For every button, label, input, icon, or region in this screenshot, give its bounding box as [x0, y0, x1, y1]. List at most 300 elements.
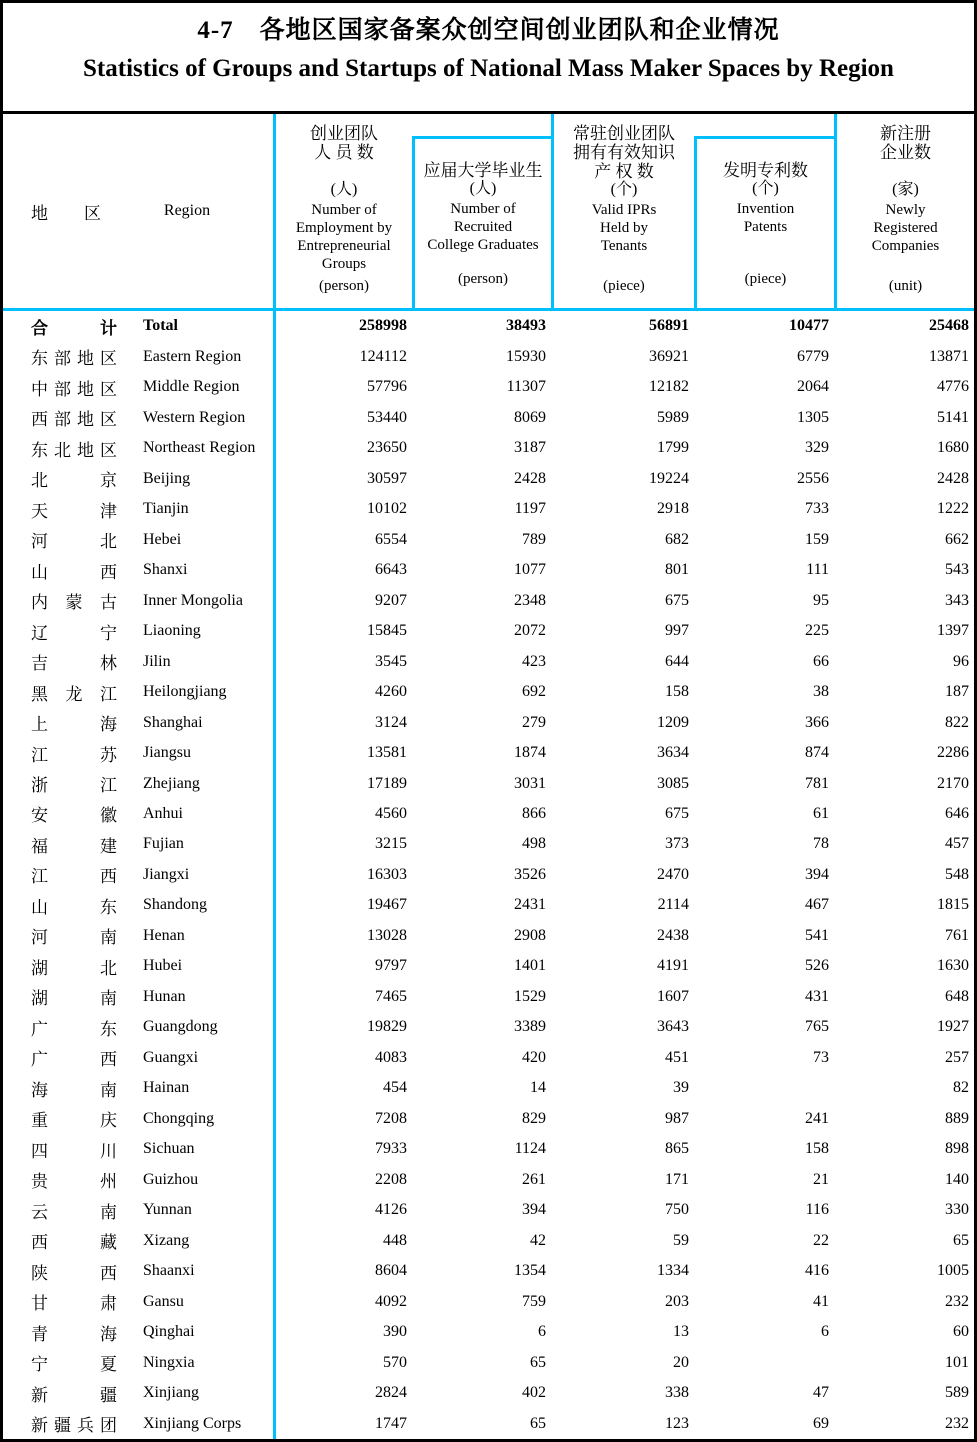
cell-iprs: 750: [665, 1201, 689, 1219]
header-unit-zh: (个): [610, 181, 638, 198]
table-row: [3, 463, 974, 493]
header-zh-lines: [723, 161, 808, 180]
row-label: [3, 768, 273, 798]
cell-graduates: 3526: [514, 865, 546, 883]
row-label-en: Zhejiang: [143, 774, 200, 792]
cell-companies: 101: [945, 1353, 969, 1371]
table-row: [3, 341, 974, 371]
cell-graduates: 11307: [506, 378, 546, 396]
row-label-zh: 江西: [31, 867, 117, 887]
cell-companies: 257: [945, 1048, 969, 1066]
table-row: [3, 646, 974, 676]
cell-companies: 82: [953, 1079, 969, 1097]
cell-graduates: 6: [538, 1323, 546, 1341]
cell-graduates: 15930: [506, 347, 546, 365]
table-row: [3, 1165, 974, 1195]
table-row: [3, 1104, 974, 1134]
cell-employment: 7208: [273, 1104, 412, 1134]
table-row: [3, 1347, 974, 1377]
cell-employment: 4260: [273, 677, 412, 707]
header-en-line: Entrepreneurial: [297, 238, 391, 254]
row-label-zh: 贵州: [31, 1172, 117, 1192]
cell-companies: 187: [945, 683, 969, 701]
cell-patents: 116: [805, 1201, 829, 1219]
row-label-en: Shaanxi: [143, 1262, 195, 1280]
header-unit-zh: (家): [892, 181, 919, 198]
cell-graduates: 402: [522, 1384, 546, 1402]
table-row: [3, 707, 974, 737]
cell-companies: 646: [945, 804, 969, 822]
row-label: [3, 1165, 273, 1195]
header-unit-zh: (人): [469, 180, 497, 197]
cell-employment: 53440: [273, 402, 412, 432]
row-label-zh: 广西: [31, 1050, 117, 1070]
header-en-line: Companies: [871, 238, 940, 254]
table-row: [3, 951, 974, 981]
row-label-en: Qinghai: [143, 1323, 195, 1341]
cell-companies: 1927: [937, 1018, 969, 1036]
row-label: [3, 433, 273, 463]
cell-employment: 19467: [273, 890, 412, 920]
header-zh-line: 创业团队: [310, 124, 378, 143]
row-label: [3, 1378, 273, 1408]
cell-companies: 589: [945, 1384, 969, 1402]
row-label: [3, 494, 273, 524]
row-label: [3, 1256, 273, 1286]
cell-companies: 1630: [937, 957, 969, 975]
cell-iprs: 59: [673, 1231, 689, 1249]
row-label: [3, 585, 273, 615]
cell-employment: 57796: [273, 372, 412, 402]
cell-patents: 765: [805, 1018, 829, 1036]
cell-employment: 7465: [273, 982, 412, 1012]
cell-iprs: 171: [665, 1170, 689, 1188]
cell-employment: 13581: [273, 738, 412, 768]
header-en-line: Newly: [885, 202, 926, 218]
row-label-zh: 天津: [31, 501, 117, 521]
row-label: [3, 646, 273, 676]
row-label: [3, 616, 273, 646]
cell-companies: 648: [945, 987, 969, 1005]
row-label-en: Eastern Region: [143, 347, 242, 365]
row-label-en: Hainan: [143, 1079, 190, 1097]
row-label: [3, 829, 273, 859]
row-label-zh: 黑龙江: [31, 684, 117, 704]
header-zh-line: 新注册: [880, 124, 931, 143]
cell-iprs: 1209: [657, 713, 689, 731]
cell-employment: 7933: [273, 1134, 412, 1164]
cell-employment: 2824: [273, 1378, 412, 1408]
header-en-line: Employment by: [295, 220, 393, 236]
row-label: [3, 1043, 273, 1073]
cell-iprs: 123: [665, 1414, 689, 1432]
cell-companies: 2170: [937, 774, 969, 792]
row-label-en: Beijing: [143, 469, 191, 487]
table-row: [3, 494, 974, 524]
cell-iprs: 987: [665, 1109, 689, 1127]
table-row: [3, 982, 974, 1012]
cell-employment: 16303: [273, 860, 412, 890]
cell-patents: 2064: [797, 378, 829, 396]
header-zh-line: 产 权 数: [594, 162, 654, 181]
cell-graduates: 1124: [514, 1140, 546, 1158]
cell-graduates: 420: [522, 1048, 546, 1066]
row-label: [3, 1347, 273, 1377]
row-label-zh: 云南: [31, 1202, 117, 1222]
cell-patents: 111: [806, 561, 829, 579]
cell-graduates: 3187: [514, 439, 546, 457]
row-label-zh: 福建: [31, 836, 117, 856]
row-label-zh: 山西: [31, 562, 117, 582]
cell-employment: 8604: [273, 1256, 412, 1286]
cell-employment: 390: [273, 1317, 412, 1347]
cell-patents: 38: [813, 683, 829, 701]
row-label-en: Shandong: [143, 896, 207, 914]
header-unit-en: (piece): [744, 271, 787, 287]
cell-companies: 60: [953, 1323, 969, 1341]
cell-graduates: 1874: [514, 744, 546, 762]
cell-graduates: 8069: [514, 408, 546, 426]
cell-graduates: 2908: [514, 926, 546, 944]
cell-employment: 4560: [273, 799, 412, 829]
cell-patents: 47: [813, 1384, 829, 1402]
cell-graduates: 789: [522, 530, 546, 548]
cell-companies: 1815: [937, 896, 969, 914]
header-unit-en: (person): [458, 271, 508, 287]
cell-patents: 431: [805, 987, 829, 1005]
row-label-en: Total: [143, 317, 178, 335]
header-en-line: Tenants: [600, 238, 648, 254]
cell-employment: 9797: [273, 951, 412, 981]
header-unit-en: (unit): [888, 278, 923, 294]
cell-employment: 13028: [273, 921, 412, 951]
cell-companies: 2286: [937, 744, 969, 762]
cell-graduates: 279: [522, 713, 546, 731]
row-label-zh: 北京: [31, 471, 117, 491]
cell-graduates: 1197: [514, 500, 546, 518]
row-label-en: Liaoning: [143, 622, 201, 640]
cell-employment: 30597: [273, 463, 412, 493]
cell-companies: 822: [945, 713, 969, 731]
cell-patents: 526: [805, 957, 829, 975]
cell-employment: 4126: [273, 1195, 412, 1225]
cell-employment: 6554: [273, 524, 412, 554]
header-en-line: Valid IPRs: [591, 202, 657, 218]
header-en-line: Held by: [600, 220, 648, 236]
row-label-en: Hubei: [143, 957, 183, 975]
cell-graduates: 65: [530, 1353, 546, 1371]
row-label: [3, 1226, 273, 1256]
row-label-en: Middle Region: [143, 378, 240, 396]
cell-iprs: 865: [665, 1140, 689, 1158]
header-zh-line: 企业数: [880, 143, 931, 162]
table-row: [3, 524, 974, 554]
cell-iprs: 373: [665, 835, 689, 853]
cell-employment: 570: [273, 1347, 412, 1377]
cell-companies: 96: [953, 652, 969, 670]
cell-employment: 448: [273, 1226, 412, 1256]
row-label: [3, 707, 273, 737]
cell-iprs: 19224: [649, 469, 689, 487]
row-label-en: Jiangxi: [143, 865, 190, 883]
cell-graduates: 2428: [514, 469, 546, 487]
cell-patents: 78: [813, 835, 829, 853]
table-row: [3, 555, 974, 585]
row-label: [3, 402, 273, 432]
cell-iprs: 158: [665, 683, 689, 701]
row-label-zh: 海南: [31, 1080, 117, 1100]
cell-graduates: 2348: [514, 591, 546, 609]
table-row: [3, 1073, 974, 1103]
row-label-en: Guizhou: [143, 1170, 199, 1188]
row-label-en: Shanxi: [143, 561, 188, 579]
table-row: [3, 311, 974, 341]
cell-graduates: 3031: [514, 774, 546, 792]
cell-iprs: 2114: [657, 896, 689, 914]
cell-patents: [694, 1347, 834, 1377]
row-label-zh: 东北地区: [31, 440, 117, 460]
row-label: [3, 860, 273, 890]
cell-employment: 454: [273, 1073, 412, 1103]
cell-graduates: 1077: [514, 561, 546, 579]
header-unit-en: (piece): [603, 278, 645, 294]
cell-patents: 366: [805, 713, 829, 731]
row-label: [3, 1104, 273, 1134]
row-label: [3, 1195, 273, 1225]
row-label-zh: 广东: [31, 1019, 117, 1039]
cell-patents: 416: [805, 1262, 829, 1280]
cell-graduates: 829: [522, 1109, 546, 1127]
row-label-zh: 东部地区: [31, 349, 117, 369]
cell-employment: 1747: [273, 1408, 412, 1438]
cell-employment: 3124: [273, 707, 412, 737]
header-zh-lines: [880, 124, 931, 181]
cell-iprs: 36921: [649, 347, 689, 365]
cell-employment: 4092: [273, 1287, 412, 1317]
table-row: [3, 799, 974, 829]
cell-employment: 4083: [273, 1043, 412, 1073]
cell-iprs: 203: [665, 1292, 689, 1310]
header-en-line: Invention: [736, 201, 795, 217]
row-label-en: Hebei: [143, 530, 182, 548]
cell-patents: 66: [813, 652, 829, 670]
table-row: [3, 1378, 974, 1408]
cell-companies: 13871: [929, 347, 969, 365]
header-unit-zh: (人): [330, 181, 358, 198]
cell-graduates: 14: [530, 1079, 546, 1097]
cell-companies: 2428: [937, 469, 969, 487]
row-label-zh: 西部地区: [31, 410, 117, 430]
row-label-zh: 中部地区: [31, 379, 117, 399]
table-row: [3, 372, 974, 402]
row-label-en: Western Region: [143, 408, 246, 426]
cell-patents: 69: [813, 1414, 829, 1432]
header-en-line: Number of: [450, 201, 516, 217]
header-unit-zh: (个): [752, 180, 779, 197]
cell-graduates: 1354: [514, 1262, 546, 1280]
cell-graduates: 42: [530, 1231, 546, 1249]
cell-employment: 15845: [273, 616, 412, 646]
header-en-line: Number of: [311, 202, 377, 218]
row-label-zh: 陕西: [31, 1263, 117, 1283]
row-label: [3, 799, 273, 829]
cell-iprs: 2918: [657, 500, 689, 518]
row-label: [3, 555, 273, 585]
row-label: [3, 463, 273, 493]
cell-employment: 9207: [273, 585, 412, 615]
table-row: [3, 677, 974, 707]
cell-graduates: 38493: [506, 317, 546, 335]
row-label: [3, 1073, 273, 1103]
table-row: [3, 1408, 974, 1438]
cell-companies: 25468: [929, 317, 969, 335]
table-row: [3, 738, 974, 768]
cell-iprs: 3085: [657, 774, 689, 792]
row-label-zh: 湖南: [31, 989, 117, 1009]
row-label-zh: 吉林: [31, 654, 117, 674]
row-label-zh: 新疆兵团: [31, 1416, 117, 1436]
table-row: [3, 1012, 974, 1042]
cell-patents: 6779: [797, 347, 829, 365]
cell-graduates: 3389: [514, 1018, 546, 1036]
cell-iprs: 1334: [657, 1262, 689, 1280]
cell-iprs: 39: [673, 1079, 689, 1097]
header-zh-lines: [573, 124, 675, 181]
row-label-zh: 江苏: [31, 745, 117, 765]
header-en-line: Registered: [873, 220, 938, 236]
table-row: [3, 921, 974, 951]
cell-companies: 898: [945, 1140, 969, 1158]
table-row: [3, 860, 974, 890]
row-label-zh: 青海: [31, 1324, 117, 1344]
cell-companies: 889: [945, 1109, 969, 1127]
cell-iprs: 2470: [657, 865, 689, 883]
cell-iprs: 682: [665, 530, 689, 548]
page-title-en: Statistics of Groups and Startups of National Mass Maker Spaces by Region: [83, 55, 894, 82]
cell-patents: 41: [813, 1292, 829, 1310]
row-label: [3, 1317, 273, 1347]
table-row: [3, 585, 974, 615]
cell-companies: 1222: [937, 500, 969, 518]
cell-patents: 158: [805, 1140, 829, 1158]
cell-iprs: 1799: [657, 439, 689, 457]
cell-iprs: 451: [665, 1048, 689, 1066]
row-label-zh: 甘肃: [31, 1294, 117, 1314]
table-row: [3, 768, 974, 798]
cell-employment: 17189: [273, 768, 412, 798]
cell-employment: 258998: [273, 311, 412, 341]
cell-employment: 23650: [273, 433, 412, 463]
cell-employment: 3545: [273, 646, 412, 676]
table-row: [3, 402, 974, 432]
cell-iprs: 2438: [657, 926, 689, 944]
row-label-en: Hunan: [143, 987, 186, 1005]
row-label-en: Anhui: [143, 804, 183, 822]
cell-patents: 73: [813, 1048, 829, 1066]
cell-patents: 6: [821, 1323, 829, 1341]
header-zh-lines: [310, 124, 378, 181]
cell-iprs: 3643: [657, 1018, 689, 1036]
cell-iprs: 3634: [657, 744, 689, 762]
header-unit-en: (person): [319, 278, 369, 294]
row-label: [3, 1408, 273, 1438]
cell-companies: 232: [945, 1414, 969, 1432]
header-zh-line: 应届大学毕业生: [423, 161, 543, 180]
table-row: [3, 1256, 974, 1286]
row-label-zh: 河北: [31, 532, 117, 552]
cell-companies: 1680: [937, 439, 969, 457]
row-label-zh: 浙江: [31, 776, 117, 795]
row-label-en: Northeast Region: [143, 439, 256, 457]
cell-graduates: 261: [522, 1170, 546, 1188]
cell-patents: 874: [805, 744, 829, 762]
region-header-en: Region: [163, 202, 211, 219]
cell-employment: 19829: [273, 1012, 412, 1042]
cell-patents: 159: [805, 530, 829, 548]
row-label-en: Heilongjiang: [143, 683, 227, 701]
cell-patents: 781: [805, 774, 829, 792]
cell-employment: 3215: [273, 829, 412, 859]
cell-patents: 21: [813, 1170, 829, 1188]
cell-graduates: 1401: [514, 957, 546, 975]
cell-graduates: 759: [522, 1292, 546, 1310]
header-en-line: Patents: [743, 219, 788, 235]
row-label: [3, 982, 273, 1012]
region-header-zh: 地区: [31, 203, 101, 223]
row-label-en: Jilin: [143, 652, 171, 670]
title-block: [3, 3, 974, 114]
cell-companies: 662: [945, 530, 969, 548]
row-label-zh: 湖北: [31, 958, 117, 978]
cell-companies: 548: [945, 865, 969, 883]
row-label: [3, 951, 273, 981]
row-label-en: Guangxi: [143, 1048, 199, 1066]
row-label-zh: 河南: [31, 928, 117, 948]
table-row: [3, 1287, 974, 1317]
row-label-en: Fujian: [143, 835, 184, 853]
cell-patents: 733: [805, 500, 829, 518]
cell-iprs: 20: [673, 1353, 689, 1371]
row-label: [3, 921, 273, 951]
row-label-en: Guangdong: [143, 1018, 218, 1036]
header-en-line: College Graduates: [427, 237, 539, 253]
cell-patents: 467: [805, 896, 829, 914]
row-label: [3, 341, 273, 371]
cell-companies: 761: [945, 926, 969, 944]
table-row: [3, 616, 974, 646]
cell-iprs: 56891: [649, 317, 689, 335]
column-header-employment: [273, 114, 412, 308]
cell-iprs: 1607: [657, 987, 689, 1005]
column-header-companies: [834, 114, 974, 308]
table-row: [3, 1134, 974, 1164]
cell-companies: 1005: [937, 1262, 969, 1280]
cell-companies: 232: [945, 1292, 969, 1310]
table-row: [3, 1195, 974, 1225]
cell-graduates: 2072: [514, 622, 546, 640]
cell-patents: 95: [813, 591, 829, 609]
row-label-en: Chongqing: [143, 1109, 215, 1127]
header-en-line: Recruited: [453, 219, 513, 235]
row-label: [3, 1134, 273, 1164]
cell-iprs: 5989: [657, 408, 689, 426]
cell-iprs: 675: [665, 591, 689, 609]
row-label-en: Sichuan: [143, 1140, 195, 1158]
table-row: [3, 1317, 974, 1347]
table-row: [3, 890, 974, 920]
table-header: [3, 114, 974, 311]
cell-patents: [694, 1073, 834, 1103]
